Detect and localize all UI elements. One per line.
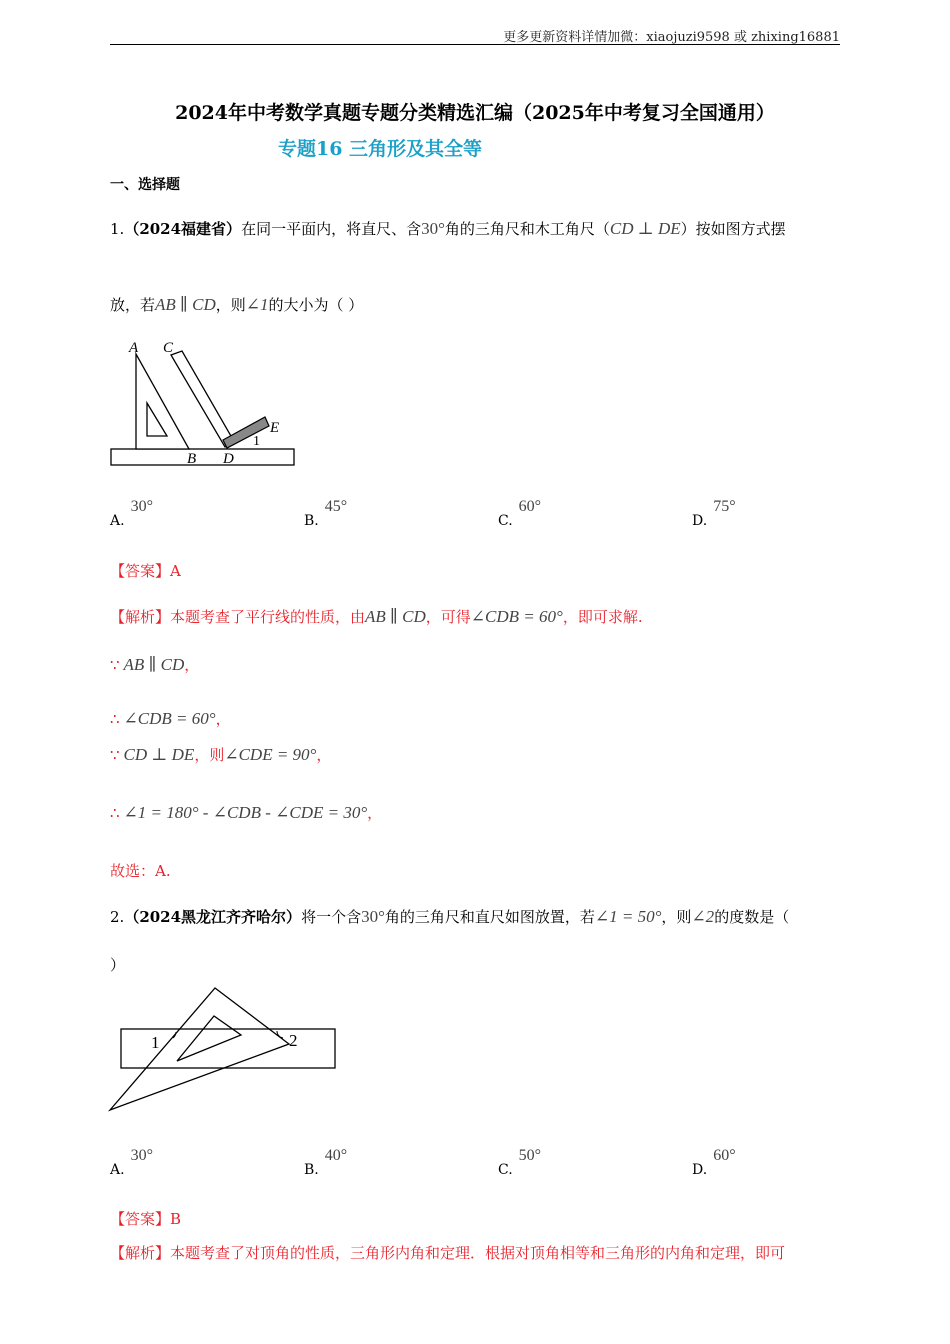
q1-stem-line2: [110, 294, 363, 315]
header-divider: [110, 44, 840, 45]
q1-analysis-c: ，即可求解.: [562, 608, 643, 626]
q2-option-a[interactable]: A.30°: [110, 1147, 153, 1178]
q1-text-b: 角的三角尺和木工角尺（: [444, 220, 610, 238]
q2-angle2: ∠2: [691, 907, 715, 926]
q1-analysis-abcd: AB ∥ CD: [365, 607, 426, 626]
q1-option-a[interactable]: A.30°: [110, 498, 153, 529]
q2-analysis: [110, 1242, 785, 1263]
q1-step3: ∵ CD ⊥ DE，则∠CDE = 90°，: [110, 745, 332, 764]
q1-answer: 【答案】A: [110, 562, 181, 580]
q1-option-d[interactable]: D.75°: [692, 498, 736, 529]
q1-step4: ∴ ∠1 = 180° - ∠CDB - ∠CDE = 30°，: [110, 803, 383, 822]
q1-label-d: D: [223, 451, 234, 467]
q1-text-f: 的大小为（ ）: [268, 296, 364, 314]
q2-analysis-tag: 【解析】: [110, 1244, 171, 1262]
q2-option-c[interactable]: C.50°: [498, 1147, 542, 1178]
q2-angle2-arc: [277, 1031, 283, 1038]
q1-angle30: 30°: [421, 219, 445, 238]
q2-analysis-text: 本题考查了对顶角的性质，三角形内角和定理．根据对顶角相等和三角形的内角和定理，即可: [170, 1244, 786, 1262]
q2-option-b[interactable]: B.40°: [304, 1147, 348, 1178]
q1-angle1: ∠1: [245, 295, 269, 314]
q1-label-1: 1: [253, 434, 260, 449]
q1-step1: ∵ AB ∥ CD，: [110, 655, 200, 674]
q2-text-d: 的度数是（: [714, 908, 790, 926]
q1-text-e: ，则: [215, 296, 246, 314]
q1-label-b: B: [187, 451, 197, 467]
q1-analysis-a: 本题考查了平行线的性质，由: [170, 608, 366, 626]
q1-label-a: A: [129, 340, 139, 356]
q1-cd-perp-de: CD ⊥ DE: [609, 219, 681, 238]
q2-option-d[interactable]: D.60°: [692, 1147, 736, 1178]
q2-label-1: 1: [151, 1033, 160, 1052]
q2-text-c: ，则: [661, 908, 692, 926]
q2-label-2: 2: [289, 1031, 298, 1050]
q2-angle1-eq: ∠1 = 50°: [594, 907, 662, 926]
topic-subtitle: 专题16 三角形及其全等: [278, 138, 483, 160]
q1-option-c[interactable]: C.60°: [498, 498, 542, 529]
q1-stem-line1: [110, 218, 786, 239]
q2-source: （2024黑龙江齐齐哈尔）: [124, 908, 302, 926]
q1-text-d: 放，若: [110, 296, 156, 314]
q2-stem-line1: [110, 906, 789, 927]
q1-figure: [105, 335, 305, 470]
q2-stem-line2: ）: [110, 956, 126, 974]
q1-step2: ∴ ∠CDB = 60°，: [110, 709, 231, 728]
q2-number: 2.: [110, 908, 125, 926]
q1-ab-par-cd: AB ∥ CD: [155, 295, 216, 314]
q2-figure: [105, 982, 345, 1117]
q1-analysis: [110, 606, 643, 627]
q1-carpenter-square-short: [223, 417, 269, 448]
q1-label-e: E: [270, 420, 280, 436]
q1-analysis-b: ，可得: [425, 608, 471, 626]
q1-source: （2024福建省）: [124, 220, 242, 238]
q1-analysis-tag: 【解析】: [110, 608, 171, 626]
q2-set-square: [110, 988, 289, 1110]
q1-text-a: 在同一平面内，将直尺、含: [241, 220, 422, 238]
q1-analysis-cdb: ∠CDB = 60°: [470, 607, 563, 626]
q1-carpenter-square-long: [171, 351, 235, 447]
q1-number: 1.: [110, 220, 125, 238]
q1-text-c: ）按如图方式摆: [680, 220, 786, 238]
q2-text-a: 将一个含: [301, 908, 362, 926]
page-title: 2024年中考数学真题专题分类精选汇编（2025年中考复习全国通用）: [175, 102, 775, 124]
q2-answer: 【答案】B: [110, 1210, 182, 1228]
q1-ruler: [111, 449, 294, 465]
q2-angle30: 30°: [361, 907, 385, 926]
q1-option-b[interactable]: B.45°: [304, 498, 348, 529]
page-header: 更多更新资料详情加微：xiaojuzi9598 或 zhixing16881: [503, 30, 840, 45]
q1-label-c: C: [163, 340, 174, 356]
section-heading: 一、选择题: [110, 177, 180, 193]
q1-conclusion: 故选：A.: [110, 862, 171, 880]
q2-text-b: 角的三角尺和直尺如图放置，若: [384, 908, 595, 926]
q2-set-square-hole: [177, 1016, 241, 1061]
